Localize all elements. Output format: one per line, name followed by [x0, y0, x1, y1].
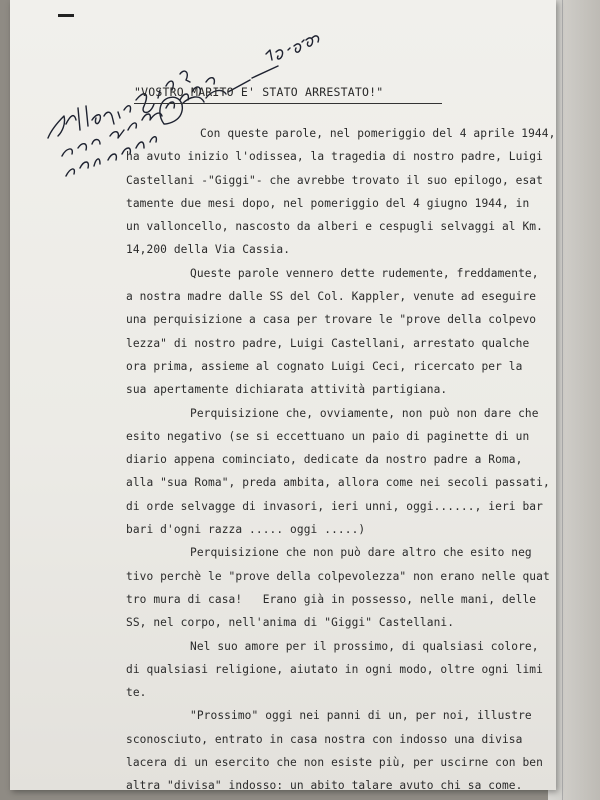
top-dash-mark	[58, 14, 74, 17]
text-line: sua apertamente dichiarata attività partigiana.	[126, 383, 448, 397]
text-line: lacera di un esercito che non esiste più, per uscirne con ben	[126, 756, 543, 770]
body-text	[126, 122, 556, 798]
text-line: lezza" di nostro padre, Luigi Castellani, arrestato qualche	[126, 336, 530, 350]
text-line: bari d'ogni razza ..... oggi .....)	[126, 523, 366, 537]
text-line: "Prossimo" oggi nei panni di un, per noi, illustre	[190, 709, 532, 723]
text-line: tivo perchè le "prove della colpevolezza" non erano nelle quat	[126, 569, 550, 583]
text-line: sconosciuto, entrato in casa nostra con indosso una divisa	[126, 732, 523, 746]
text-line: SS, nel corpo, nell'anima di "Giggi" Castellani.	[126, 616, 455, 630]
text-line: di qualsiasi religione, aiutato in ogni modo, oltre ogni limi	[126, 662, 543, 676]
text-line: 14,200 della Via Cassia.	[126, 243, 291, 257]
text-line: te.	[126, 686, 147, 700]
text-line: a nostra madre dalle SS del Col. Kappler, venute ad eseguire	[126, 290, 537, 304]
text-line: di orde selvagge di invasori, ieri unni, oggi......, ieri bar	[126, 499, 543, 513]
text-line: tro mura di casa! Erano già in possesso, nelle mani, delle	[126, 592, 537, 606]
text-line: Con queste parole, nel pomeriggio del 4 aprile 1944,	[200, 127, 556, 140]
text-line: diario appena cominciato, dedicate da nostro padre a Roma,	[126, 453, 523, 467]
typed-page	[10, 0, 556, 793]
text-line: esito negativo (se si eccettuano un paio di paginette di un	[126, 429, 530, 443]
text-line: alla "sua Roma", preda ambita, allora come nei secoli passati,	[126, 476, 550, 490]
text-line: ora prima, assieme al cognato Luigi Ceci, ricercato per la	[126, 359, 523, 373]
text-line: una perquisizione a casa per trovare le "prove della colpevo	[126, 313, 537, 327]
text-line: ha avuto inizio l'odissea, la tragedia di nostro padre, Luigi	[126, 150, 543, 164]
text-line: altra "divisa" indosso: un abito talare avuto chi sa come.	[126, 779, 523, 793]
text-line: un valloncello, nascosto da alberi e cespugli selvaggi al Km.	[126, 220, 543, 234]
background-paper-stack-edge	[562, 0, 600, 800]
text-line: tamente due mesi dopo, nel pomeriggio del 4 giugno 1944, in	[126, 196, 530, 210]
text-line: Perquisizione che non può dare altro che esito neg	[190, 546, 532, 560]
text-line: Nel suo amore per il prossimo, di qualsiasi colore,	[190, 639, 539, 653]
text-line: Castellani -"Giggi"- che avrebbe trovato il suo epilogo, esat	[126, 173, 543, 187]
page-title: "VOSTRO MARITO E' STATO ARRESTATO!"	[134, 85, 442, 104]
text-line: Queste parole vennero dette rudemente, freddamente,	[190, 266, 539, 280]
text-line: Perquisizione che, ovviamente, non può non dare che	[190, 406, 539, 420]
